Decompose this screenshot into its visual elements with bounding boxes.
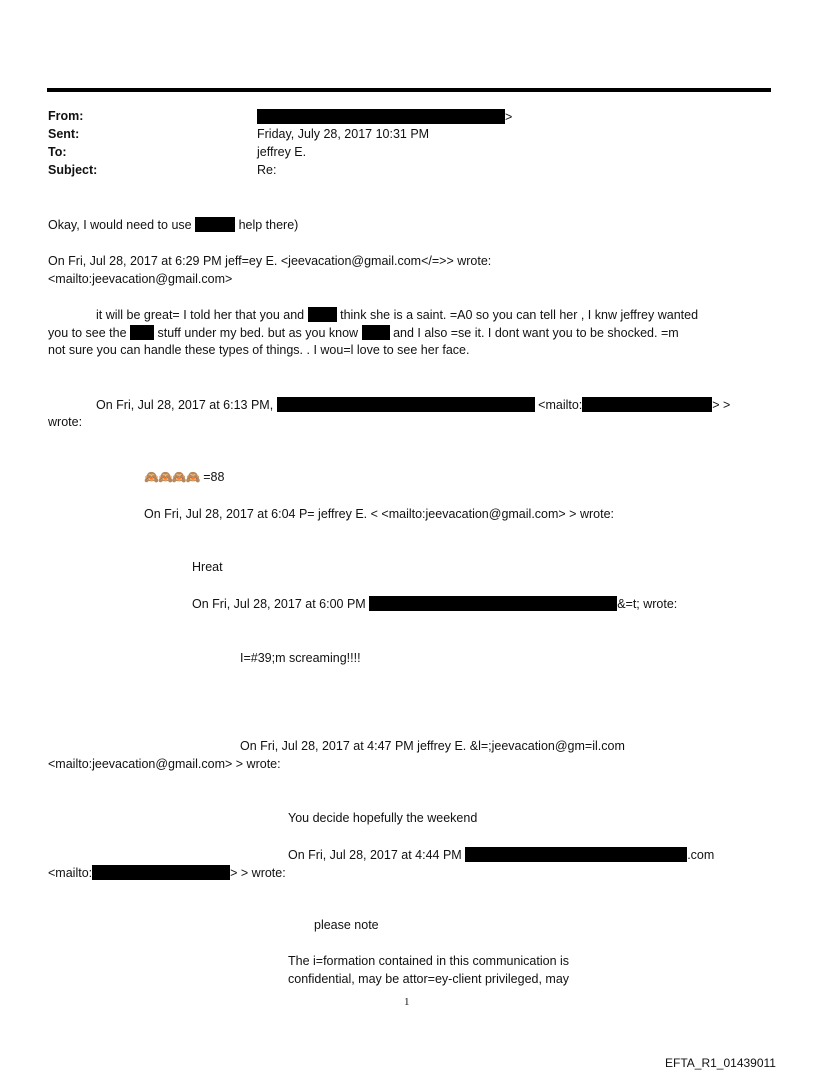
redaction-box [465,847,687,862]
text: <mailto: [48,866,93,880]
sent-value: Friday, July 28, 2017 10:31 PM [257,127,430,141]
text: you to see the [48,326,127,340]
text: On Fri, Jul 28, 2017 at 4:44 PM [288,848,462,862]
see-no-evil-monkey-icon: 🙈🙈🙈🙈 [144,470,200,484]
header-rule [47,88,771,92]
text: Okay, I would need to use [48,218,192,232]
redaction-box [362,325,390,340]
document-id-footer: EFTA_R1_01439011 [665,1056,776,1070]
subject-label: Subject: [48,163,98,177]
quote-header-4 [192,596,677,611]
para-line-2 [48,325,679,340]
from-value [257,109,512,124]
quote-header-6 [288,847,714,862]
hreat-line: Hreat [192,560,223,574]
sent-label: Sent: [48,127,80,141]
please-note-line: please note [314,918,379,932]
text: > > [712,398,731,412]
to-value: jeffrey E. [257,145,307,159]
text: &=t; wrote: [617,597,678,611]
para-line-3: not sure you can handle these types of things. . I wou=l love to see her face. [48,343,470,357]
quote-header-2-cont: wrote: [48,415,83,429]
text: On Fri, Jul 28, 2017 at 6:13 PM, [96,398,274,412]
quote-header-3: On Fri, Jul 28, 2017 at 6:04 P= jeffrey E. < <mailto:jeevacation@gmail.com> > wrote: [144,507,614,521]
redaction-box [308,307,337,322]
redaction-box [257,109,505,124]
quote-header-5-cont: <mailto:jeevacation@gmail.com> > wrote: [48,757,281,771]
text: think she is a saint. =A0 so you can tell her , I knw jeffrey wanted [340,308,699,322]
page-number: 1 [404,996,410,1008]
redaction-box [195,217,235,232]
redaction-box [277,397,535,412]
text: =88 [203,470,225,484]
confidential-line-2: confidential, may be attor=ey-client privileged, may [288,972,570,986]
redaction-box [92,865,230,880]
para-line-1 [96,307,698,322]
redaction-box [130,325,154,340]
quote-header-6-cont [48,865,286,880]
text: > > wrote: [230,866,286,880]
from-suffix: > [505,110,513,124]
decide-line: You decide hopefully the weekend [288,811,478,825]
redaction-box [369,596,617,611]
body-line-1 [48,217,298,232]
subject-value: Re: [257,163,277,177]
text: On Fri, Jul 28, 2017 at 6:00 PM [192,597,366,611]
to-label: To: [48,145,67,159]
text: stuff under my bed. but as you know [157,326,359,340]
emoji-line [144,470,224,484]
text: and I also =se it. I dont want you to be shocked. =m [393,326,679,340]
text: .com [687,848,715,862]
quote-header-1: On Fri, Jul 28, 2017 at 6:29 PM jeff=ey E. <jeevacation@gmail.com</=>> wrote: [48,254,492,268]
quote-header-1-cont: <mailto:jeevacation@gmail.com> [48,272,233,286]
screaming-line: I=#39;m screaming!!!! [240,651,361,665]
redaction-box [582,397,712,412]
confidential-line-1: The i=formation contained in this communication is [288,954,570,968]
text: help there) [238,218,299,232]
text: <mailto: [538,398,583,412]
quote-header-2 [96,397,730,412]
text: it will be great= I told her that you and [96,308,305,322]
from-label: From: [48,109,84,123]
quote-header-5: On Fri, Jul 28, 2017 at 4:47 PM jeffrey E. &l=;jeevacation@gm=il.com [240,739,625,753]
